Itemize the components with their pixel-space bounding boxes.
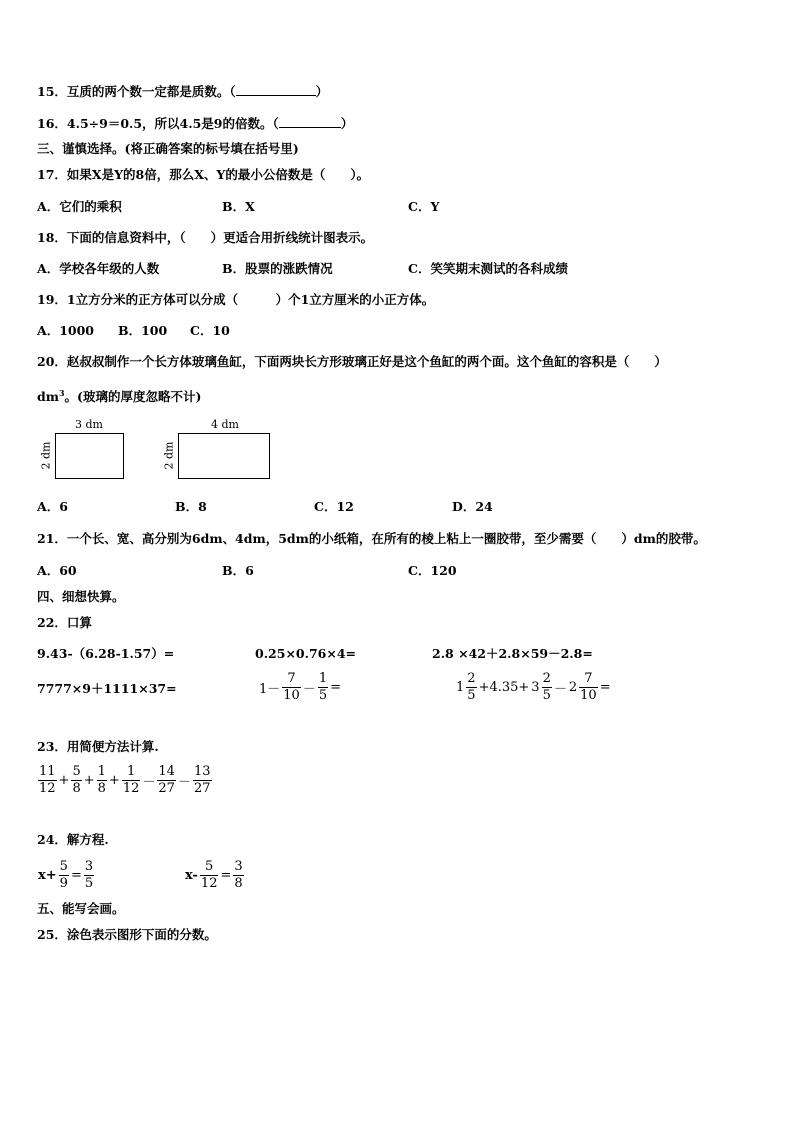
numerator: 5 bbox=[72, 764, 81, 779]
numerator: 11 bbox=[39, 764, 56, 779]
option-19-c[interactable]: C．10 bbox=[190, 323, 230, 338]
option-18-c[interactable]: C．笑笑期末测试的各科成绩 bbox=[408, 261, 568, 276]
option-21-b[interactable]: B．6 bbox=[222, 563, 254, 578]
option-18-a[interactable]: A．学校各年级的人数 bbox=[37, 261, 160, 276]
numerator: 7 bbox=[584, 671, 593, 686]
question-17-text: 17．如果X是Y的8倍，那么X、Y的最小公倍数是（ ）。 bbox=[37, 167, 370, 182]
x-minus: x- bbox=[185, 868, 198, 883]
option-20-b[interactable]: B．8 bbox=[175, 499, 207, 514]
equation-24-2 bbox=[184, 859, 245, 892]
section-5-heading: 五、能写会画。 bbox=[37, 901, 125, 916]
term-3 bbox=[97, 764, 107, 797]
term-5 bbox=[157, 764, 176, 797]
question-15 bbox=[37, 83, 328, 100]
plus-4-35-plus: +4.35+ bbox=[478, 680, 530, 695]
denominator: 8 bbox=[234, 876, 243, 891]
numerator: 3 bbox=[234, 859, 243, 874]
option-17-b[interactable]: B．X bbox=[222, 199, 255, 214]
minus-sign: － bbox=[553, 682, 567, 697]
fraction-3-8 bbox=[233, 859, 243, 892]
fraction-2-5 bbox=[466, 671, 476, 704]
option-21-c[interactable]: C．120 bbox=[408, 563, 457, 578]
option-19-b[interactable]: B．100 bbox=[118, 323, 168, 338]
expression-22-3: 2.8 ×42＋2.8×59－2.8= bbox=[432, 646, 593, 661]
term-4 bbox=[122, 764, 141, 797]
fraction-2-5-b bbox=[542, 671, 552, 704]
question-20-note: 。(玻璃的厚度忽略不计) bbox=[64, 389, 202, 405]
denominator: 8 bbox=[72, 781, 81, 796]
question-16 bbox=[37, 115, 353, 132]
expression-22-1: 9.43-（6.28-1.57）= bbox=[37, 646, 175, 661]
fraction-7-10-b bbox=[579, 671, 598, 704]
fraction-1-5 bbox=[318, 671, 328, 704]
figure-2-height-label: 2 dm bbox=[162, 441, 176, 470]
equals-sign: = bbox=[70, 868, 82, 883]
option-17-c[interactable]: C．Y bbox=[408, 199, 440, 214]
equals-sign: = bbox=[220, 868, 232, 883]
option-21-a[interactable]: A．60 bbox=[37, 563, 77, 578]
option-20-c[interactable]: C．12 bbox=[314, 499, 354, 514]
expression-22-4: 7777×9＋1111×37= bbox=[37, 681, 177, 696]
option-19-a[interactable]: A．1000 bbox=[37, 323, 94, 338]
option-17-a[interactable]: A．它们的乘积 bbox=[37, 199, 122, 214]
plus-sign: + bbox=[58, 773, 70, 788]
term-6 bbox=[193, 764, 212, 797]
equals-sign: = bbox=[599, 680, 611, 695]
figure-2-rectangle bbox=[178, 433, 270, 479]
question-25-text: 25．涂色表示图形下面的分数。 bbox=[37, 927, 217, 942]
equals-sign: = bbox=[330, 680, 342, 695]
fraction-5-9 bbox=[59, 859, 69, 892]
denominator: 27 bbox=[193, 781, 211, 796]
denominator: 9 bbox=[59, 876, 68, 891]
section-4-heading: 四、细想快算。 bbox=[37, 589, 125, 604]
question-16-close: ） bbox=[340, 116, 354, 131]
question-23-title: 23．用简便方法计算. bbox=[37, 739, 159, 754]
numerator: 2 bbox=[542, 671, 551, 686]
whole-2: 2 bbox=[568, 680, 578, 695]
numerator: 14 bbox=[158, 764, 175, 779]
denominator: 12 bbox=[39, 781, 56, 796]
question-20-text: 20．赵叔叔制作一个长方体玻璃鱼缸，下面两块长方形玻璃正好是这个鱼缸的两个面。这个鱼缸的容积是（ ） bbox=[37, 354, 667, 369]
figure-1-width-label: 3 dm bbox=[75, 418, 103, 431]
fraction-7-10 bbox=[282, 671, 301, 704]
e5-one-minus: 1－ bbox=[259, 682, 281, 697]
numerator: 13 bbox=[193, 764, 211, 779]
fraction-3-5 bbox=[84, 859, 94, 892]
figure-2-width-label: 4 dm bbox=[211, 418, 239, 431]
expression-22-5 bbox=[258, 671, 342, 704]
denominator: 12 bbox=[122, 781, 140, 796]
figure-1-height-label: 2 dm bbox=[39, 441, 53, 470]
unit-dm: dm bbox=[37, 389, 59, 405]
answer-blank-16[interactable] bbox=[279, 115, 341, 128]
numerator: 5 bbox=[205, 859, 214, 874]
denominator: 10 bbox=[580, 688, 597, 703]
x-plus: x+ bbox=[38, 868, 57, 883]
option-20-d[interactable]: D．24 bbox=[452, 499, 493, 514]
fraction-5-12 bbox=[200, 859, 219, 892]
whole-1: 1 bbox=[456, 680, 465, 695]
denominator: 8 bbox=[97, 781, 106, 796]
numerator: 1 bbox=[126, 764, 136, 779]
section-3-heading: 三、谨慎选择。(将正确答案的标号填在括号里) bbox=[37, 141, 299, 156]
numerator: 1 bbox=[97, 764, 106, 779]
question-15-text: 15．互质的两个数一定都是质数。（ bbox=[37, 84, 236, 99]
equation-24-1 bbox=[37, 859, 95, 892]
denominator: 12 bbox=[200, 876, 218, 891]
minus-sign: － bbox=[142, 775, 156, 790]
denominator: 27 bbox=[158, 781, 175, 796]
numerator: 1 bbox=[318, 671, 328, 686]
numerator: 5 bbox=[59, 859, 68, 874]
option-20-a[interactable]: A．6 bbox=[37, 499, 68, 514]
plus-sign: + bbox=[108, 773, 120, 788]
question-22-title: 22．口算 bbox=[37, 615, 92, 630]
numerator: 3 bbox=[84, 859, 94, 874]
minus-sign: － bbox=[177, 775, 191, 790]
expression-22-2: 0.25×0.76×4= bbox=[255, 646, 357, 661]
denominator: 10 bbox=[283, 688, 300, 703]
question-24-title: 24．解方程. bbox=[37, 832, 109, 847]
expression-23 bbox=[37, 764, 213, 797]
plus-sign: + bbox=[83, 773, 95, 788]
question-18-text: 18．下面的信息资料中，（ ）更适合用折线统计图表示。 bbox=[37, 230, 374, 245]
question-15-close: ） bbox=[315, 84, 329, 99]
term-1 bbox=[38, 764, 57, 797]
whole-3: 3 bbox=[531, 680, 540, 695]
question-21-text: 21．一个长、宽、高分别为6dm、4dm，5dm的小纸箱，在所有的棱上粘上一圈胶带，至少需要（ ）dm的胶带。 bbox=[37, 531, 706, 546]
denominator: 5 bbox=[467, 688, 476, 703]
option-18-b[interactable]: B．股票的涨跌情况 bbox=[222, 261, 333, 276]
term-2 bbox=[71, 764, 81, 797]
denominator: 5 bbox=[542, 688, 551, 703]
denominator: 5 bbox=[84, 876, 94, 891]
minus-sign: － bbox=[302, 682, 316, 697]
expression-22-6 bbox=[455, 671, 612, 704]
numerator: 2 bbox=[467, 671, 476, 686]
numerator: 7 bbox=[287, 671, 296, 686]
answer-blank-15[interactable] bbox=[236, 83, 316, 96]
question-16-text: 16．4.5÷9＝0.5，所以4.5是9的倍数。（ bbox=[37, 116, 279, 131]
figure-1-rectangle bbox=[55, 433, 124, 479]
unit-cubed: 3 bbox=[58, 388, 65, 398]
question-19-text: 19．1立方分米的正方体可以分成（ ）个1立方厘米的小正方体。 bbox=[37, 292, 435, 307]
question-20-text-2 bbox=[37, 385, 201, 405]
denominator: 5 bbox=[318, 688, 328, 703]
